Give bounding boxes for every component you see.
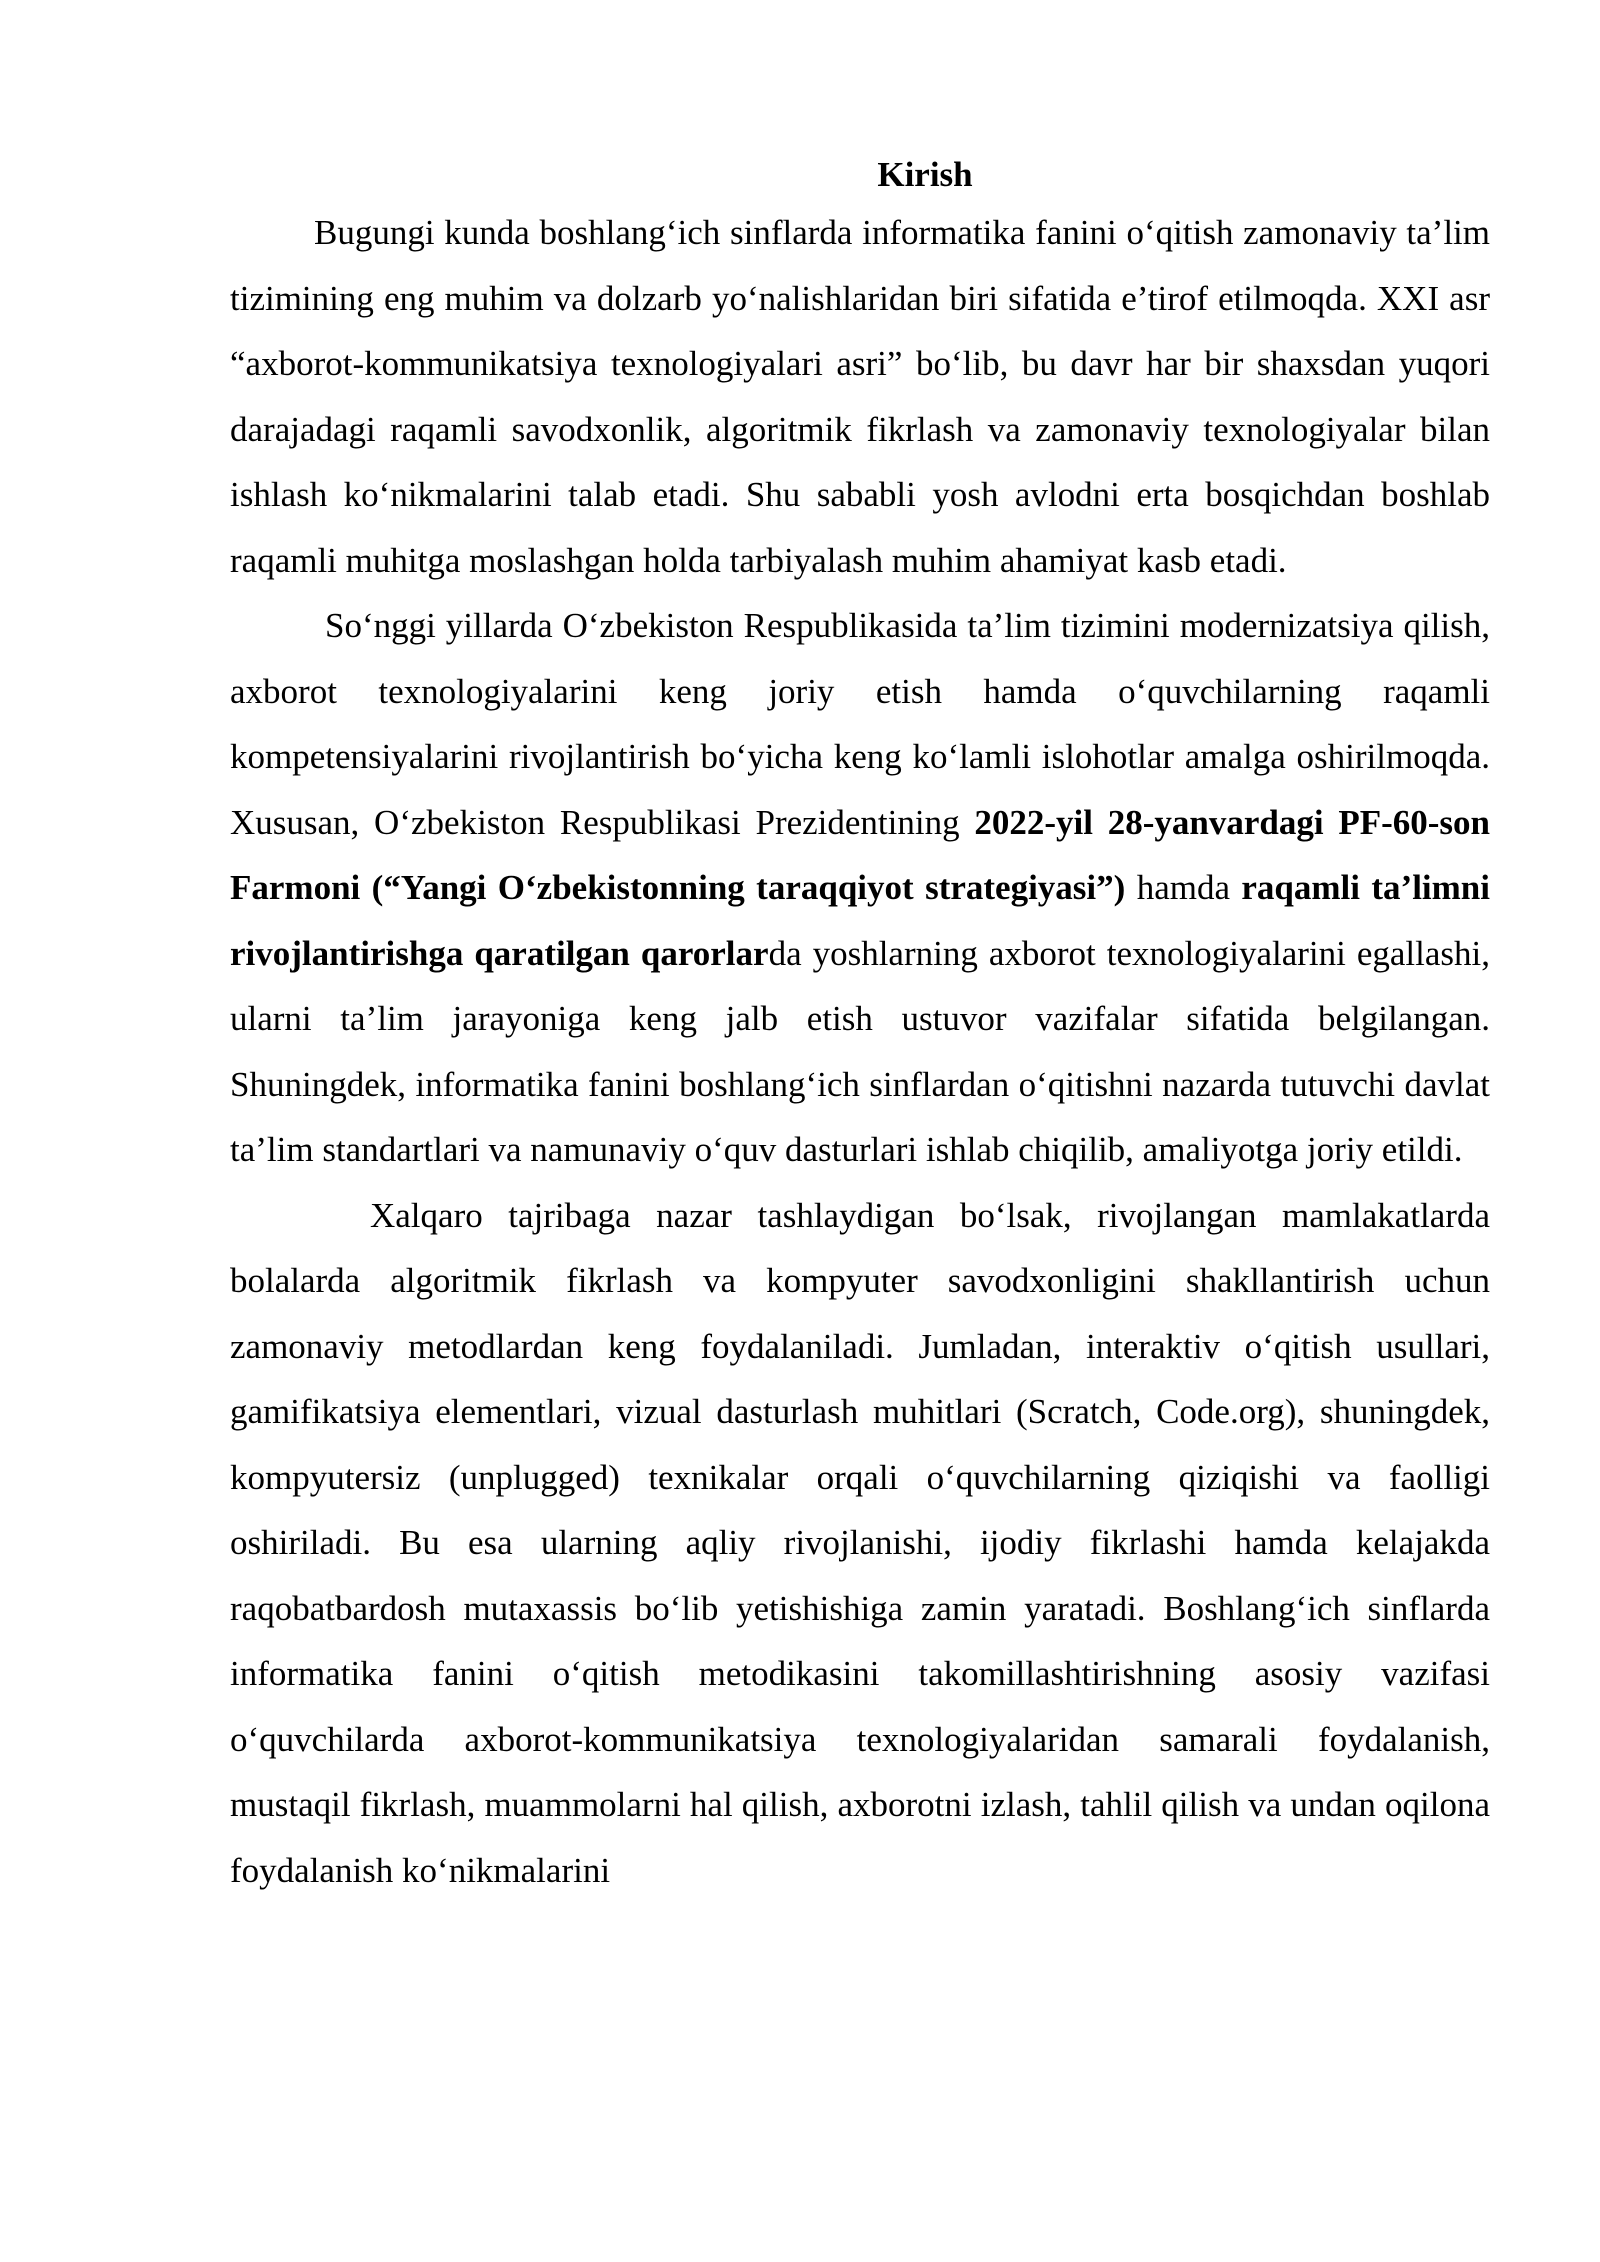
page-title: Kirish xyxy=(877,155,973,194)
paragraph-1: Bugungi kunda boshlang‘ich sinflarda informatika fanini o‘qitish zamonaviy ta’lim tizimining eng muhim va dolzarb yo‘nalishlaridan biri sifatida e’tirof etilmoqda. XXI asr “axborot-kommunikatsiya texnologiyalari asri” bo‘lib, bu davr har bir shaxsdan yuqori darajadagi raqamli savodxonlik, algoritmik fikrlash va zamonaviy texnologiyalar bilan ishlash ko‘nikmalarini talab etadi. Shu sababli yosh avlodni erta bosqichdan boshlab raqamli muhitga moslashgan holda tarbiyalash muhim ahamiyat kasb etadi. xyxy=(230,213,1490,580)
paragraph-2-text-3: da yoshlarning axborot texnologiyalarini egallashi, ularni ta’lim jarayoniga keng jalb etish ustuvor vazifalar sifatida belgilangan. Shuningdek, informatika fanini boshlang‘ich sinflardan o‘qitishni nazarda tutuvchi davlat ta’lim standartlari va namunaviy o‘quv dasturlari ishlab chiqilib, amaliyotga joriy etildi. xyxy=(230,933,1491,1169)
paragraph-2-text-1: So‘nggi yillarda O‘zbekiston Respublikasida ta’lim tizimini modernizatsiya qilish, axborot texnologiyalarini keng joriy etish hamda o‘quvchilarning raqamli kompetensiyalarini rivojlantirish bo‘yicha keng ko‘lamli islohotlar amalga oshirilmoqda. Xususan, O‘zbekiston Respublikasi Prezidentining xyxy=(230,606,1490,842)
paragraph-2-decree-reference: 2022-yil 28-yanvardagi PF-60-son Farmoni (“Yangi O‘zbekistonning taraqqiyot strategiyasi”) xyxy=(230,802,1490,907)
paragraph-2 xyxy=(230,593,1490,1183)
document-body xyxy=(230,150,1490,1903)
paragraph-2-text-2: hamda xyxy=(1125,868,1242,907)
paragraph-3: Xalqaro tajribaga nazar tashlaydigan bo‘lsak, rivojlangan mamlakatlarda bolalarda algoritmik fikrlash va kompyuter savodxonligini shakllantirish uchun zamonaviy metodlardan keng foydalaniladi. Jumladan, interaktiv o‘qitish usullari, gamifikatsiya elementlari, vizual dasturlash muhitlari (Scratch, Code.org), shuningdek, kompyutersiz (unplugged) texnikalar orqali o‘quvchilarning qiziqishi va faolligi oshiriladi. Bu esa ularning aqliy rivojlanishi, ijodiy fikrlashi hamda kelajakda raqobatbardosh mutaxassis bo‘lib yetishishiga zamin yaratadi. Boshlang‘ich sinflarda informatika fanini o‘qitish metodikasini takomillashtirishning asosiy vazifasi o‘quvchilarda axborot-kommunikatsiya texnologiyalaridan samarali foydalanish, mustaqil fikrlash, muammolarni hal qilish, axborotni izlash, tahlil qilish va undan oqilona foydalanish ko‘nikmalarini xyxy=(230,1195,1490,1890)
paragraph-2-resolutions-reference: raqamli ta’limni rivojlantirishga qaratilgan qarorlar xyxy=(230,868,1490,973)
